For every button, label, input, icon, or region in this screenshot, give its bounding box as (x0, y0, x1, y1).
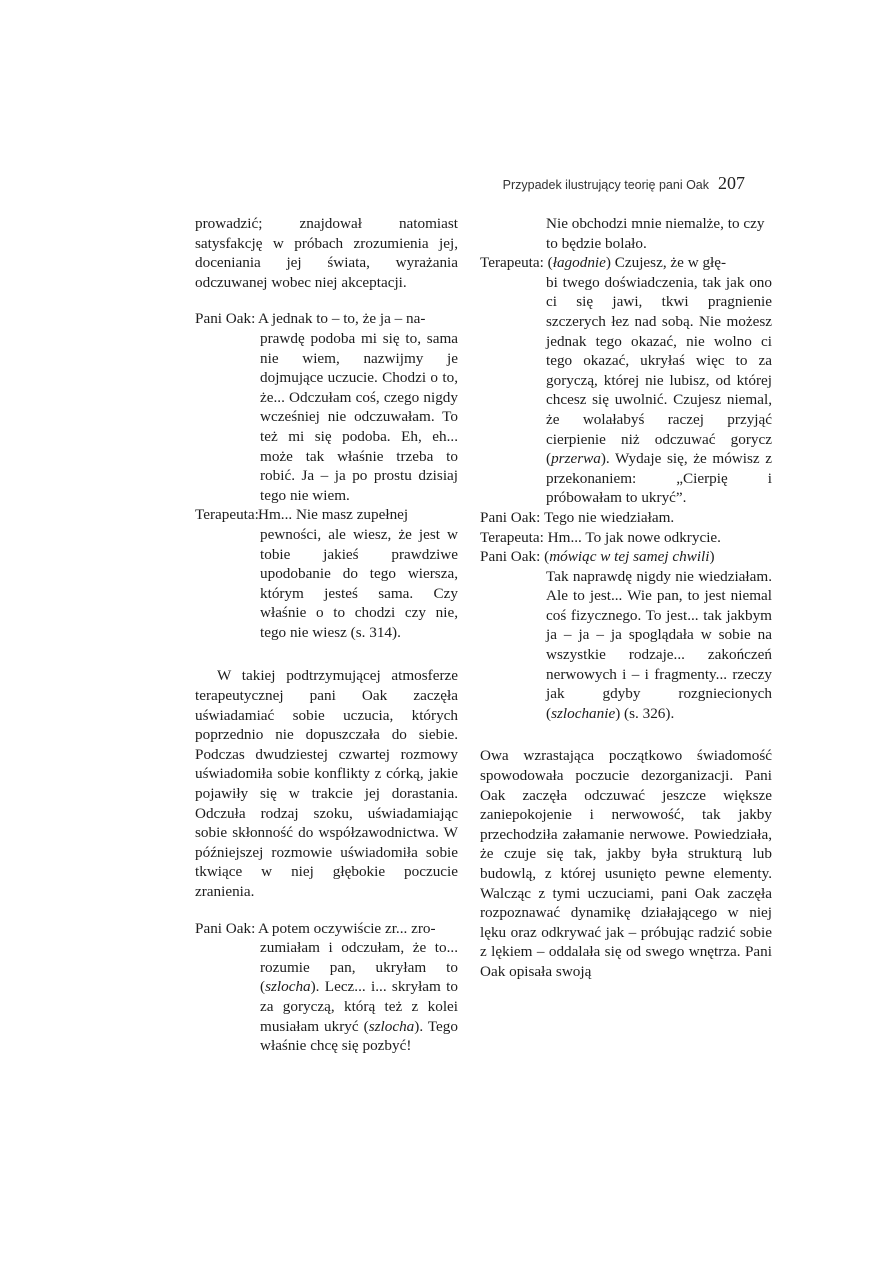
speaker-label: Pani Oak: (480, 508, 541, 526)
running-header (490, 173, 745, 197)
stage-direction: szlocha (368, 1017, 415, 1035)
stage-direction: szlocha (265, 978, 311, 996)
speech-text: Tak naprawdę nigdy nie wiedziałam. Ale to jest... Wie pan, to jest niemal coś fizycznego. To jest... tak jakbym ja – ja – ja spoglądała w sobie na wszystkie rodzaje... zakończeń nerwowych i – i fragmenty... rzeczy jak gdyby rozgniecionych (szlochanie) (s. 326). (546, 567, 772, 722)
speaker-label: Pani Oak: (195, 919, 256, 937)
speech-text: Hm... To jak nowe odkrycie. (547, 528, 721, 546)
dialogue-turn (480, 547, 772, 723)
speech-text: bi twego doświadczenia, tak jak ono ci się jawi, tkwi pragnienie szczerych łez nad sobą. Nie możesz jednak tego okazać, nie wolno ci tego okazać, ukryłaś więc to za goryczą, której nie lubisz, od której chcesz się uwolnić. Czujesz niemal, że wolałabyś raczej przyjąć cierpienie niż odczuwać gorycz (przerwa). Wydaje się, że mówisz z przekonaniem: „Cierpię i próbowałam to ukryć”. (546, 273, 772, 507)
speech-first-line: A jednak to – to, że ja – na- (258, 310, 426, 328)
speech-first-line: (łagodnie) Czujesz, że w głę- (543, 254, 727, 272)
dialogue-turn (480, 253, 772, 508)
page-number: 207 (718, 173, 745, 193)
speech-first-line: Hm... Nie masz zupełnej (258, 506, 409, 524)
speech-text: Tego nie wiedziałam. (544, 508, 675, 526)
speaker-label: Pani Oak: (195, 310, 256, 328)
body-paragraph: W takiej podtrzymującej atmosferze terapeutycznej pani Oak zaczęła uświadamiać sobie uczucia, których poprzednio nie dopuszczała do siebie. Podczas dwudziestej czwartej rozmowy uświadomiła sobie konflikty z córką, jakie pojawiły się w trakcie jej dorastania. Odczuła rodzaj szoku, uświadamiając sobie skłonność do współzawodnictwa. W późniejszej rozmowie uświadomiła sobie tkwiące w niej głębokie poczucie zranienia. (195, 667, 458, 900)
running-title: Przypadek ilustrujący teorię pani Oak (502, 178, 709, 192)
speaker-label: Terapeuta: (195, 506, 259, 524)
speaker-label: Terapeuta: (480, 254, 544, 272)
dialogue-turn (195, 505, 458, 642)
dialogue-turn (480, 528, 772, 548)
speech-first-line: A potem oczywiście zr... zro- (258, 919, 436, 937)
intro-paragraph: prowadzić; znajdował natomiast satysfakcję w próbach zrozumienia jej, doceniania jej świata, wyrażania odczuwanej wobec niej akceptacji. (195, 215, 458, 291)
stage-direction: szlochanie (551, 704, 616, 722)
speech-first-line: (mówiąc w tej samej chwili) (540, 548, 715, 566)
speaker-label: Terapeuta: (480, 528, 544, 546)
speech-text: pewności, ale wiesz, że jest w tobie jakieś prawdziwe upodobanie do tego wiersza, którym jesteś sama. Czy właśnie o to chodzi czy nie, tego nie wiesz (s. 314). (260, 525, 458, 641)
dialogue-turn (480, 508, 772, 528)
right-column (480, 214, 772, 982)
dialogue-turn (195, 309, 458, 505)
stage-direction: mówiąc w tej samej chwili (549, 548, 710, 566)
speech-text: zumiałam i odczułam, że to... rozumie pan, ukryłam to (szlocha). Lecz... i... skryłam to za goryczą, którą też z kolei musiałam ukryć (szlocha). Tego właśnie chcę się pozbyć! (260, 939, 458, 1055)
left-column (195, 214, 458, 1056)
stage-direction: łagodnie (552, 254, 606, 272)
speaker-label: Pani Oak: (480, 548, 541, 566)
stage-direction: przerwa (551, 450, 601, 468)
speech-text: prawdę podoba mi się to, sama nie wiem, nazwijmy je dojmujące uczucie. Chodzi o to, że... Odczułam coś, czego nigdy wcześniej nie odczuwałam. To też mi się podoba. Eh, eh... może tak właśnie trzeba to robić. Ja – ja po prostu dzisiaj tego nie wiem. (260, 329, 458, 504)
body-paragraph: Owa wzrastająca początkowo świadomość spowodowała poczucie dezorganizacji. Pani Oak zaczęła odczuwać jeszcze większe zaniepokojenie i nerwowość, tak jakby przechodziła załamanie nerwowe. Powiedziała, że czuje się tak, jakby była strukturą lub budowlą, z której usunięto pewne elementy. Walcząc z tymi uczuciami, pani Oak zaczęła rozpoznawać dynamikę działającego w niej lęku oraz odkrywać jak – próbując radzić sobie z lękiem – oddalała się od swego wnętrza. Pani Oak opisała swoją (480, 747, 772, 980)
dialogue-turn (195, 919, 458, 1056)
speech-continuation: Nie obchodzi mnie niemalże, to czy to będzie bolało. (546, 215, 765, 252)
